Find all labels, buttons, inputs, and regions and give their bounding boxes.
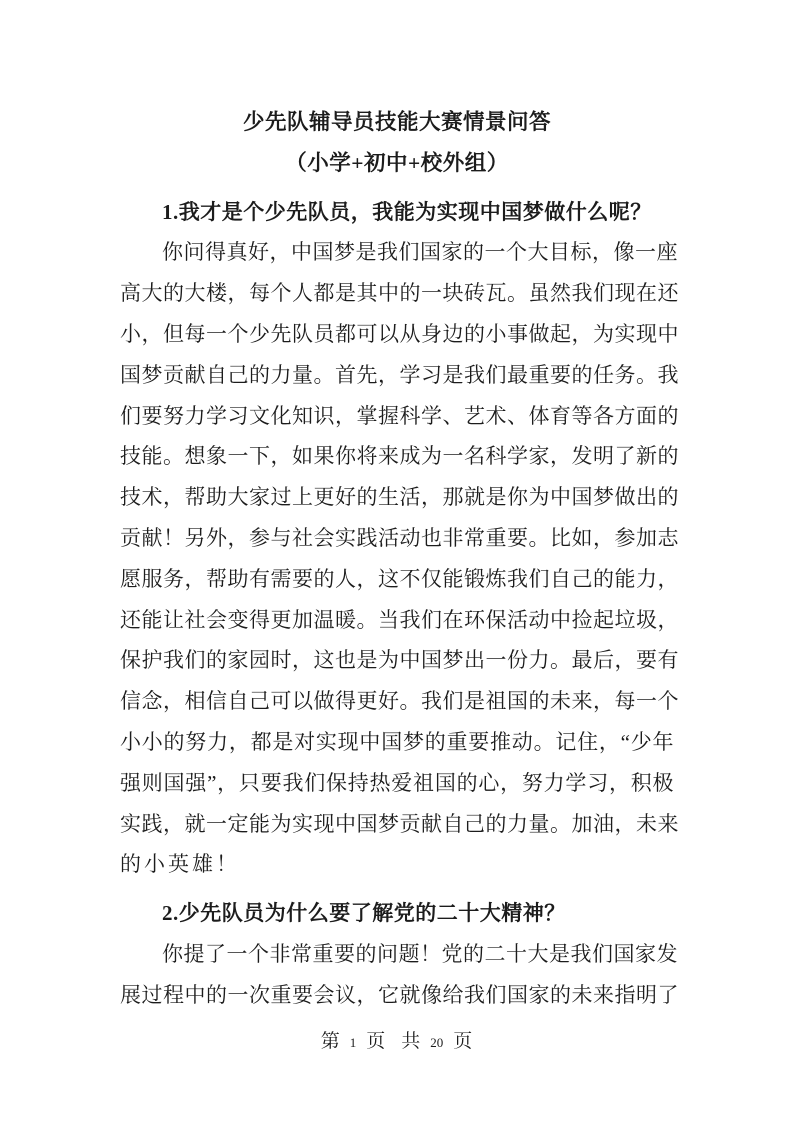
- footer-label-gong: 共: [401, 1031, 421, 1052]
- document-title: 少先队辅导员技能大赛情景问答: [242, 110, 551, 134]
- footer-label-page-first: 页: [366, 1031, 386, 1052]
- paragraph-line: 还能让社会变得更加温暖。当我们在环保活动中捡起垃圾，: [120, 607, 679, 632]
- question-heading-1: 1.我才是个少先队员，我能为实现中国梦做什么呢？: [162, 199, 652, 224]
- paragraph-line: 实践，就一定能为实现中国梦贡献自己的力量。加油，未来: [120, 811, 679, 836]
- paragraph-line: 国梦贡献自己的力量。首先，学习是我们最重要的任务。我: [120, 362, 679, 387]
- paragraph-line: 的小英雄！: [120, 852, 240, 877]
- paragraph-line: 技能。想象一下，如果你将来成为一名科学家，发明了新的: [120, 444, 679, 469]
- paragraph-line: 小，但每一个少先队员都可以从身边的小事做起，为实现中: [120, 321, 679, 346]
- paragraph-line: 们要努力学习文化知识，掌握科学、艺术、体育等各方面的: [120, 403, 679, 428]
- document-body: [120, 192, 679, 1016]
- paragraph-line: 贡献！另外，参与社会实践活动也非常重要。比如，参加志: [120, 525, 679, 550]
- footer-label-di: 第: [320, 1031, 340, 1052]
- paragraph-line: 展过程中的一次重要会议，它就像给我们国家的未来指明了: [120, 982, 679, 1007]
- paragraph-line: 小小的努力，都是对实现中国梦的重要推动。记住，“少年: [120, 729, 674, 754]
- footer-total-pages: 20: [430, 1035, 444, 1050]
- paragraph-line: 愿服务，帮助有需要的人，这不仅能锻炼我们自己的能力，: [120, 566, 679, 591]
- paragraph-line: 高大的大楼，每个人都是其中的一块砖瓦。虽然我们现在还: [120, 281, 679, 306]
- paragraph-line: 你提了一个非常重要的问题！党的二十大是我们国家发: [162, 941, 678, 966]
- question-heading-2: 2.少先队员为什么要了解党的二十大精神？: [162, 901, 566, 926]
- footer-page-number: 1: [349, 1035, 357, 1050]
- paragraph-line: 技术，帮助大家过上更好的生活，那就是你为中国梦做出的: [120, 485, 679, 510]
- page-footer: [0, 1028, 793, 1057]
- footer-label-page-second: 页: [453, 1031, 473, 1052]
- paragraph-line: 保护我们的家园时，这也是为中国梦出一份力。最后，要有: [120, 648, 679, 673]
- paragraph-line: 你问得真好，中国梦是我们国家的一个大目标，像一座: [162, 240, 678, 265]
- paragraph-line: 强则国强”，只要我们保持热爱祖国的心，努力学习，积极: [120, 770, 674, 795]
- paragraph-line: 信念，相信自己可以做得更好。我们是祖国的未来，每一个: [120, 689, 679, 714]
- document-subtitle: （小学+初中+校外组）: [285, 150, 509, 175]
- document-content: [120, 102, 679, 1016]
